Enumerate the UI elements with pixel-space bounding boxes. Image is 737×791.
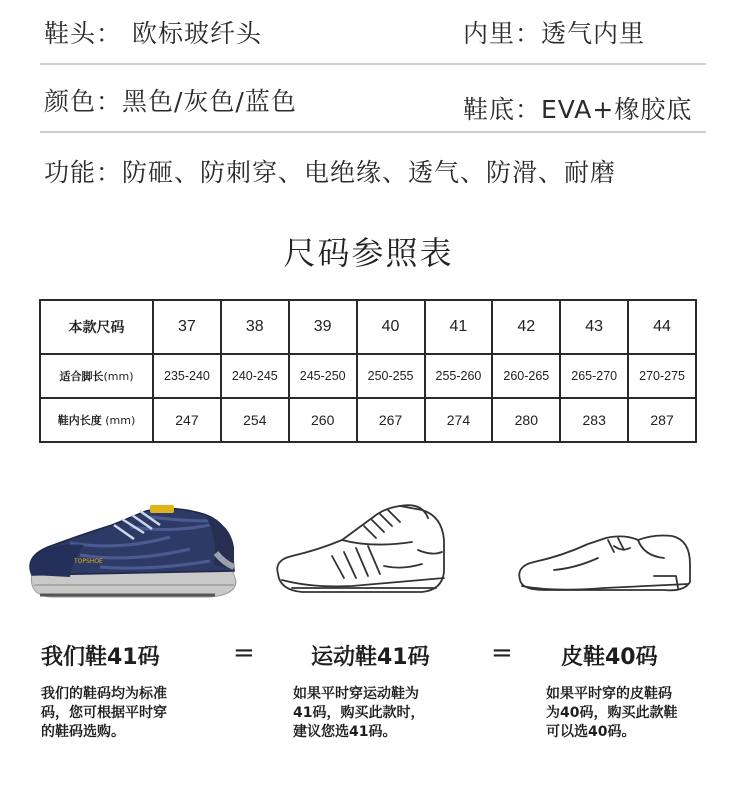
size-table bbox=[39, 299, 697, 443]
row-header-unit: (mm) bbox=[103, 369, 134, 383]
size-cell: 38 bbox=[221, 300, 289, 354]
equals-sign: = bbox=[233, 638, 255, 668]
inner-length-cell: 260 bbox=[289, 398, 357, 442]
inner-length-cell: 280 bbox=[492, 398, 560, 442]
note-line: 为40码，购买此款鞋 bbox=[546, 705, 678, 721]
note-line: 码，您可根据平时穿 bbox=[41, 705, 167, 721]
toe-value: 欧标玻纤头 bbox=[132, 19, 263, 48]
foot-length-cell: 240-245 bbox=[221, 354, 289, 398]
our-size-label: 我们鞋41码 bbox=[41, 645, 160, 670]
inner-length-cell: 274 bbox=[425, 398, 493, 442]
note-line: 41码，购买此款时， bbox=[293, 705, 425, 721]
lining-spec: 内里：透气内里 bbox=[463, 19, 646, 48]
foot-length-cell: 235-240 bbox=[153, 354, 221, 398]
inner-length-cell: 254 bbox=[221, 398, 289, 442]
foot-length-cell: 270-275 bbox=[628, 354, 696, 398]
sport-shoe-label: 运动鞋41码 bbox=[311, 645, 430, 670]
table-row bbox=[40, 354, 696, 398]
color-spec: 颜色：黑色/灰色/蓝色 bbox=[44, 87, 297, 116]
leather-shoe-label: 皮鞋40码 bbox=[561, 645, 658, 670]
size-cell: 40 bbox=[357, 300, 425, 354]
foot-length-cell: 265-270 bbox=[560, 354, 628, 398]
table-row bbox=[40, 300, 696, 354]
size-cell: 42 bbox=[492, 300, 560, 354]
our-size-note bbox=[41, 685, 167, 742]
row-header-label: 鞋内长度 bbox=[57, 413, 102, 427]
sole-spec: 鞋底：EVA+橡胶底 bbox=[463, 95, 693, 124]
foot-length-cell: 250-255 bbox=[357, 354, 425, 398]
toe-label: 鞋头： bbox=[44, 19, 123, 48]
equals-sign: = bbox=[491, 638, 513, 668]
inner-length-cell: 287 bbox=[628, 398, 696, 442]
note-line: 如果平时穿运动鞋为 bbox=[293, 686, 419, 702]
leather-shoe-outline-image bbox=[514, 530, 694, 600]
brand-tag bbox=[150, 505, 174, 513]
divider bbox=[40, 131, 706, 133]
sneaker-outline-image bbox=[272, 500, 450, 600]
product-shoe-image bbox=[10, 503, 242, 607]
row-header-label: 适合脚长 bbox=[59, 369, 104, 383]
note-line: 建议您选41码。 bbox=[293, 724, 397, 740]
row-header-foot-length bbox=[40, 354, 153, 398]
inner-length-cell: 247 bbox=[153, 398, 221, 442]
size-cell: 44 bbox=[628, 300, 696, 354]
table-title: 尺码参照表 bbox=[283, 234, 454, 272]
foot-length-cell: 260-265 bbox=[492, 354, 560, 398]
row-header-inner-length bbox=[40, 398, 153, 442]
note-line: 的鞋码选购。 bbox=[41, 724, 125, 740]
table-row bbox=[40, 398, 696, 442]
size-cell: 39 bbox=[289, 300, 357, 354]
inner-length-cell: 283 bbox=[560, 398, 628, 442]
function-spec: 功能：防砸、防刺穿、电绝缘、透气、防滑、耐磨 bbox=[44, 158, 617, 187]
foot-length-cell: 245-250 bbox=[289, 354, 357, 398]
note-line: 我们的鞋码均为标准 bbox=[41, 686, 167, 702]
note-line: 如果平时穿的皮鞋码 bbox=[546, 686, 672, 702]
size-cell: 37 bbox=[153, 300, 221, 354]
size-cell: 43 bbox=[560, 300, 628, 354]
note-line: 可以选40码。 bbox=[546, 724, 636, 740]
sport-shoe-note bbox=[293, 685, 424, 742]
foot-length-cell: 255-260 bbox=[425, 354, 493, 398]
inner-length-cell: 267 bbox=[357, 398, 425, 442]
leather-shoe-note bbox=[546, 685, 677, 742]
row-header-unit: (mm) bbox=[105, 413, 136, 427]
row-header-size: 本款尺码 bbox=[40, 300, 153, 354]
brand-mark: TOPSHOE bbox=[74, 558, 103, 565]
size-cell: 41 bbox=[425, 300, 493, 354]
divider bbox=[40, 63, 706, 65]
